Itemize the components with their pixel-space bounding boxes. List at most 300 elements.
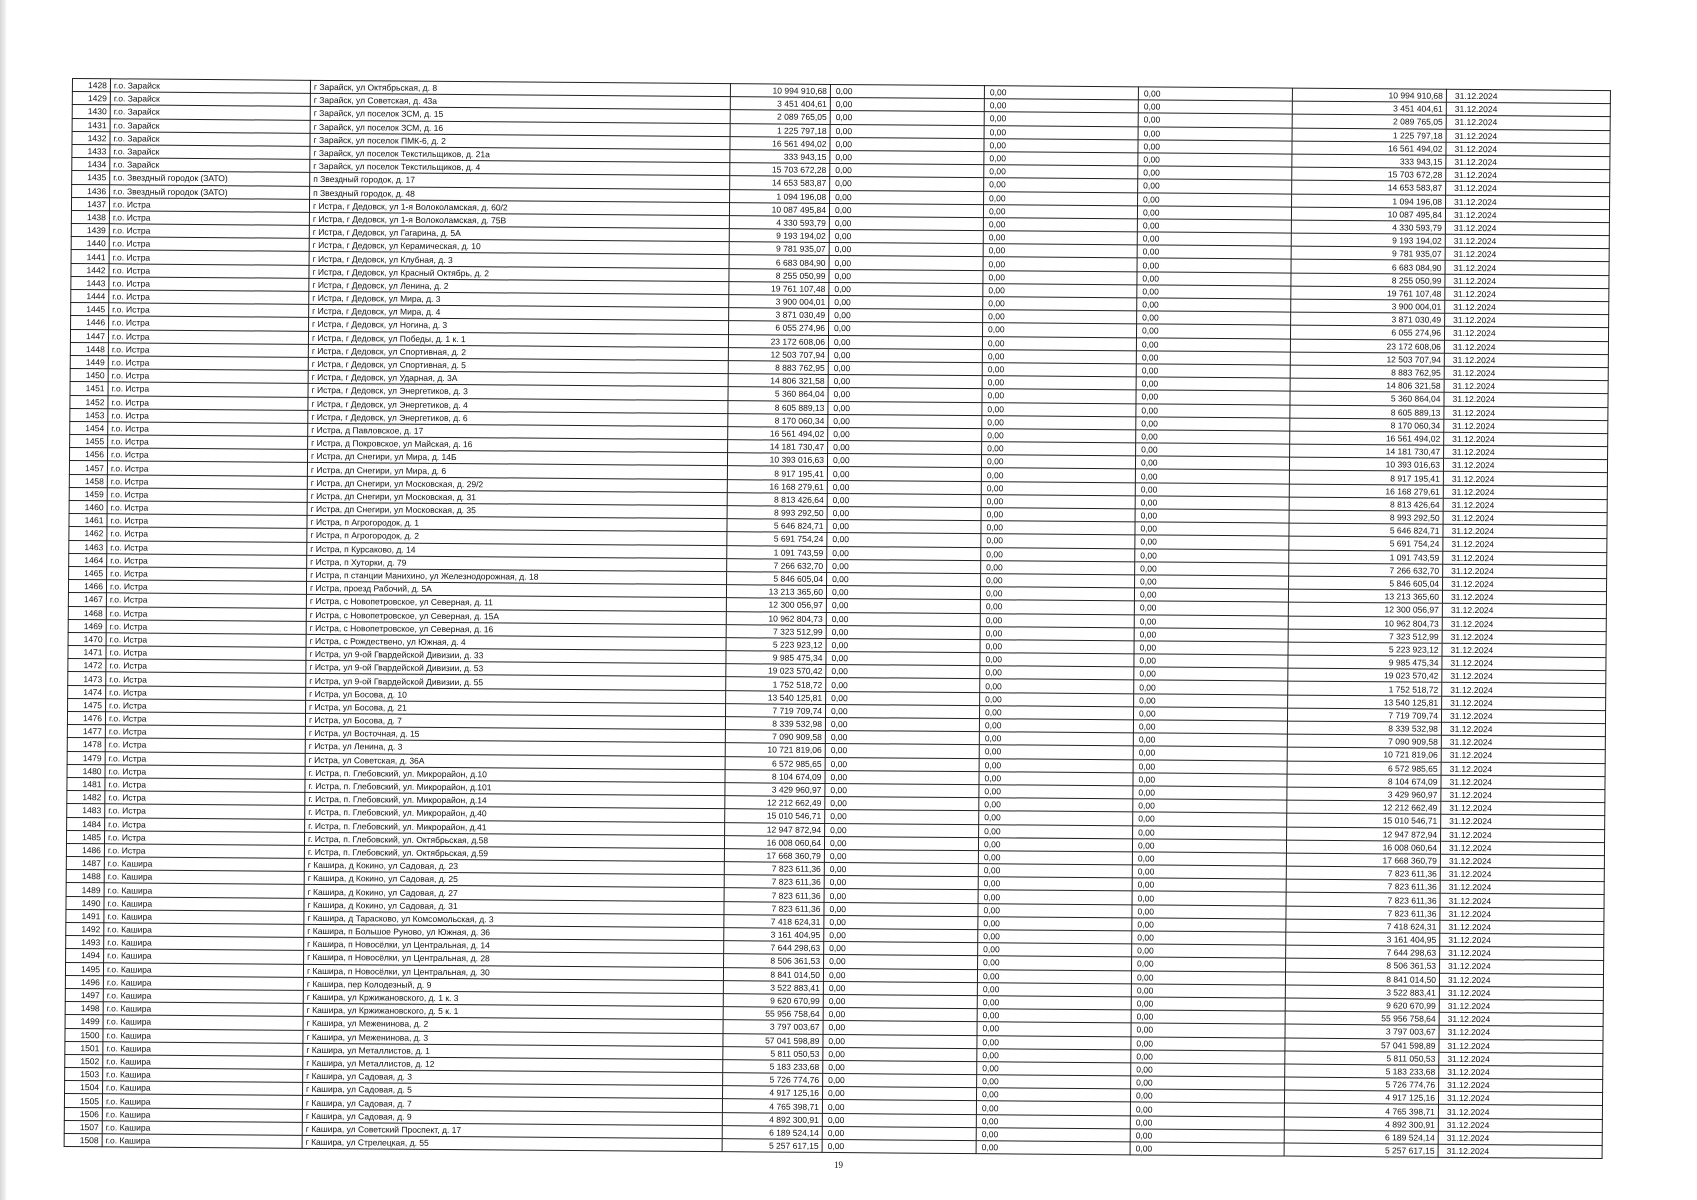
row-number-cell: 1448 bbox=[70, 342, 108, 355]
total-cost-cell: 7 719 709,74 bbox=[726, 703, 826, 717]
funding-source-3-cell: 0,00 bbox=[1133, 720, 1287, 734]
total-sum-cell: 3 900 004,01 bbox=[1291, 299, 1445, 313]
funding-source-3-cell: 0,00 bbox=[1137, 311, 1291, 325]
row-number-cell: 1461 bbox=[69, 514, 107, 527]
municipality-cell: г.о. Кашира bbox=[102, 1107, 302, 1122]
address-cell: г Истра, ул Босова, д. 10 bbox=[306, 687, 726, 703]
total-cost-cell: 3 522 883,41 bbox=[723, 980, 823, 994]
total-cost-cell: 8 170 060,34 bbox=[728, 413, 828, 427]
row-number-cell: 1432 bbox=[72, 131, 110, 144]
address-cell: г Истра, п Курсаково, д. 14 bbox=[307, 542, 727, 558]
funding-source-2-cell: 0,00 bbox=[977, 1022, 1131, 1036]
address-cell: г Истра, п Хуторки, д. 79 bbox=[307, 555, 727, 571]
row-number-cell: 1499 bbox=[65, 1015, 103, 1028]
total-cost-cell: 9 781 935,07 bbox=[729, 242, 829, 256]
municipality-cell: г.о. Кашира bbox=[103, 1002, 303, 1017]
funding-source-2-cell: 0,00 bbox=[983, 270, 1137, 284]
address-cell: г Зарайск, ул Октябрьская, д. 8 bbox=[310, 80, 730, 96]
municipality-cell: г.о. Истра bbox=[106, 685, 306, 700]
address-cell: г Истра, ул 9-ой Гвардейской Дивизии, д. 55 bbox=[306, 674, 726, 690]
completion-date-cell: 31.12.2024 bbox=[1446, 129, 1610, 143]
address-cell: г Зарайск, ул поселок ПМК-6, д. 2 bbox=[310, 133, 730, 149]
total-sum-cell: 7 418 624,31 bbox=[1286, 919, 1440, 933]
row-number-cell: 1457 bbox=[69, 461, 107, 474]
municipality-cell: г.о. Кашира bbox=[103, 1055, 303, 1070]
funding-source-1-cell: 0,00 bbox=[828, 388, 982, 402]
total-cost-cell: 14 653 583,87 bbox=[730, 176, 830, 190]
municipality-cell: г.о. Истра bbox=[106, 619, 306, 634]
total-cost-cell: 7 090 909,58 bbox=[725, 730, 825, 744]
municipality-cell: г.о. Истра bbox=[107, 488, 307, 503]
funding-source-3-cell: 0,00 bbox=[1138, 100, 1292, 114]
row-number-cell: 1472 bbox=[68, 659, 106, 672]
funding-source-1-cell: 0,00 bbox=[823, 1008, 977, 1022]
total-sum-cell: 17 668 360,79 bbox=[1286, 853, 1440, 867]
completion-date-cell: 31.12.2024 bbox=[1446, 155, 1610, 169]
row-number-cell: 1468 bbox=[68, 606, 106, 619]
completion-date-cell: 31.12.2024 bbox=[1445, 313, 1609, 327]
completion-date-cell: 31.12.2024 bbox=[1446, 142, 1610, 156]
total-sum-cell: 12 300 056,97 bbox=[1288, 602, 1442, 616]
funding-source-1-cell: 0,00 bbox=[823, 1047, 977, 1061]
municipality-cell: г.о. Зарайск bbox=[110, 92, 310, 107]
funding-source-2-cell: 0,00 bbox=[982, 429, 1136, 443]
completion-date-cell: 31.12.2024 bbox=[1443, 538, 1607, 552]
funding-source-1-cell: 0,00 bbox=[829, 243, 983, 257]
address-cell: г Кашира, ул Металлистов, д. 1 bbox=[303, 1043, 723, 1059]
address-cell: г Кашира, п Новосёлки, ул Центральная, д. 30 bbox=[303, 964, 723, 980]
row-number-cell: 1453 bbox=[70, 408, 108, 421]
completion-date-cell: 31.12.2024 bbox=[1444, 406, 1608, 420]
address-cell: г Истра, дп Снегири, ул Московская, д. 29/2 bbox=[307, 476, 727, 492]
municipality-cell: г.о. Кашира bbox=[104, 910, 304, 925]
funding-source-3-cell: 0,00 bbox=[1131, 1076, 1285, 1090]
total-sum-cell: 8 883 762,95 bbox=[1290, 365, 1444, 379]
municipality-cell: г.о. Истра bbox=[108, 408, 308, 423]
total-sum-cell: 10 721 819,06 bbox=[1287, 747, 1441, 761]
total-cost-cell: 3 429 960,97 bbox=[725, 783, 825, 797]
funding-source-2-cell: 0,00 bbox=[982, 415, 1136, 429]
address-cell: г Истра, ул Ленина, д. 3 bbox=[305, 740, 725, 756]
total-sum-cell: 16 168 279,61 bbox=[1289, 484, 1443, 498]
funding-source-1-cell: 0,00 bbox=[822, 1100, 976, 1114]
total-sum-cell: 3 161 404,95 bbox=[1286, 932, 1440, 946]
page-number: 19 bbox=[834, 1160, 843, 1170]
municipality-cell: г.о. Кашира bbox=[104, 896, 304, 911]
completion-date-cell: 31.12.2024 bbox=[1440, 920, 1604, 934]
funding-source-3-cell: 0,00 bbox=[1133, 733, 1287, 747]
funding-source-2-cell: 0,00 bbox=[978, 956, 1132, 970]
total-sum-cell: 8 339 532,98 bbox=[1287, 721, 1441, 735]
funding-source-1-cell: 0,00 bbox=[827, 559, 981, 573]
funding-source-3-cell: 0,00 bbox=[1132, 931, 1286, 945]
total-cost-cell: 6 683 084,90 bbox=[729, 255, 829, 269]
completion-date-cell: 31.12.2024 bbox=[1442, 643, 1606, 657]
completion-date-cell: 31.12.2024 bbox=[1446, 89, 1610, 103]
total-sum-cell: 12 212 662,49 bbox=[1287, 800, 1441, 814]
completion-date-cell: 31.12.2024 bbox=[1444, 340, 1608, 354]
completion-date-cell: 31.12.2024 bbox=[1444, 327, 1608, 341]
funding-source-2-cell: 0,00 bbox=[984, 165, 1138, 179]
funding-source-2-cell: 0,00 bbox=[984, 99, 1138, 113]
funding-source-3-cell: 0,00 bbox=[1133, 812, 1287, 826]
funding-source-1-cell: 0,00 bbox=[826, 652, 980, 666]
funding-source-1-cell: 0,00 bbox=[827, 480, 981, 494]
total-cost-cell: 12 300 056,97 bbox=[726, 598, 826, 612]
total-sum-cell: 6 683 084,90 bbox=[1291, 260, 1445, 274]
row-number-cell: 1455 bbox=[70, 435, 108, 448]
funding-source-2-cell: 0,00 bbox=[984, 178, 1138, 192]
row-number-cell: 1482 bbox=[67, 791, 105, 804]
funding-source-2-cell: 0,00 bbox=[976, 1141, 1130, 1155]
address-cell: п Звездный городок, д. 48 bbox=[310, 186, 730, 202]
row-number-cell: 1495 bbox=[65, 962, 103, 975]
completion-date-cell: 31.12.2024 bbox=[1442, 696, 1606, 710]
total-sum-cell: 10 994 910,68 bbox=[1292, 88, 1446, 102]
row-number-cell: 1491 bbox=[66, 909, 104, 922]
completion-date-cell: 31.12.2024 bbox=[1441, 775, 1605, 789]
funding-source-2-cell: 0,00 bbox=[980, 600, 1134, 614]
total-sum-cell: 8 255 050,99 bbox=[1291, 273, 1445, 287]
funding-source-2-cell: 0,00 bbox=[984, 191, 1138, 205]
funding-source-1-cell: 0,00 bbox=[824, 849, 978, 863]
total-cost-cell: 17 668 360,79 bbox=[724, 849, 824, 863]
total-sum-cell: 1 752 518,72 bbox=[1288, 682, 1442, 696]
funding-source-3-cell: 0,00 bbox=[1134, 654, 1288, 668]
row-number-cell: 1486 bbox=[66, 843, 104, 856]
funding-source-3-cell: 0,00 bbox=[1131, 970, 1285, 984]
funding-source-1-cell: 0,00 bbox=[829, 256, 983, 270]
funding-source-3-cell: 0,00 bbox=[1131, 1023, 1285, 1037]
total-cost-cell: 16 168 279,61 bbox=[727, 479, 827, 493]
row-number-cell: 1492 bbox=[66, 922, 104, 935]
funding-source-1-cell: 0,00 bbox=[824, 889, 978, 903]
total-cost-cell: 7 823 611,36 bbox=[724, 862, 824, 876]
funding-source-1-cell: 0,00 bbox=[830, 111, 984, 125]
row-number-cell: 1456 bbox=[69, 448, 107, 461]
scan-edge bbox=[0, 0, 6, 1200]
address-cell: г Кашира, ул Советский Проспект, д. 17 bbox=[302, 1122, 722, 1138]
address-cell: г Зарайск, ул поселок Текстильщиков, д. 21а bbox=[310, 146, 730, 162]
total-cost-cell: 5 811 050,53 bbox=[723, 1046, 823, 1060]
address-cell: г Истра, г Дедовск, ул Красный Октябрь, д. 2 bbox=[309, 265, 729, 281]
row-number-cell: 1443 bbox=[71, 276, 109, 289]
total-cost-cell: 14 181 730,47 bbox=[728, 440, 828, 454]
funding-source-2-cell: 0,00 bbox=[977, 1062, 1131, 1076]
total-sum-cell: 19 023 570,42 bbox=[1288, 668, 1442, 682]
total-cost-cell: 16 561 494,02 bbox=[728, 427, 828, 441]
completion-date-cell: 31.12.2024 bbox=[1445, 234, 1609, 248]
total-cost-cell: 333 943,15 bbox=[730, 150, 830, 164]
total-cost-cell: 9 193 194,02 bbox=[729, 229, 829, 243]
address-cell: г Истра, г Дедовск, ул Мира, д. 3 bbox=[309, 291, 729, 307]
funding-source-1-cell: 0,00 bbox=[824, 915, 978, 929]
row-number-cell: 1508 bbox=[64, 1133, 102, 1146]
completion-date-cell: 31.12.2024 bbox=[1443, 564, 1607, 578]
row-number-cell: 1484 bbox=[67, 817, 105, 830]
municipality-cell: г.о. Истра bbox=[109, 224, 309, 239]
municipality-cell: г.о. Истра bbox=[106, 659, 306, 674]
completion-date-cell: 31.12.2024 bbox=[1440, 946, 1604, 960]
address-cell: г. Истра, п. Глебовский, ул. Микрорайон, д.40 bbox=[305, 806, 725, 822]
row-number-cell: 1487 bbox=[66, 857, 104, 870]
row-number-cell: 1474 bbox=[68, 685, 106, 698]
address-cell: г Истра, г Дедовск, ул Гагарина, д. 5А bbox=[309, 225, 729, 241]
completion-date-cell: 31.12.2024 bbox=[1441, 815, 1605, 829]
row-number-cell: 1480 bbox=[67, 764, 105, 777]
municipality-cell: г.о. Истра bbox=[105, 778, 305, 793]
row-number-cell: 1458 bbox=[69, 474, 107, 487]
row-number-cell: 1498 bbox=[65, 1002, 103, 1015]
funding-source-2-cell: 0,00 bbox=[978, 943, 1132, 957]
address-cell: г Истра, г Дедовск, ул Победы, д. 1 к. 1 bbox=[308, 331, 728, 347]
completion-date-cell: 31.12.2024 bbox=[1445, 208, 1609, 222]
address-cell: г Кашира, п Новосёлки, ул Центральная, д. 14 bbox=[304, 938, 724, 954]
municipality-cell: г.о. Кашира bbox=[103, 1068, 303, 1083]
total-cost-cell: 6 572 985,65 bbox=[725, 756, 825, 770]
completion-date-cell: 31.12.2024 bbox=[1445, 221, 1609, 235]
municipality-cell: г.о. Кашира bbox=[103, 1015, 303, 1030]
total-cost-cell: 5 257 617,15 bbox=[722, 1139, 822, 1153]
funding-source-3-cell: 0,00 bbox=[1136, 417, 1290, 431]
municipality-cell: г.о. Кашира bbox=[104, 949, 304, 964]
funding-source-2-cell: 0,00 bbox=[984, 125, 1138, 139]
funding-source-2-cell: 0,00 bbox=[984, 152, 1138, 166]
total-sum-cell: 8 170 060,34 bbox=[1290, 418, 1444, 432]
funding-source-2-cell: 0,00 bbox=[976, 1101, 1130, 1115]
funding-source-3-cell: 0,00 bbox=[1132, 891, 1286, 905]
funding-source-3-cell: 0,00 bbox=[1135, 562, 1289, 576]
total-cost-cell: 14 806 321,58 bbox=[728, 374, 828, 388]
address-cell: г Истра, дп Снегири, ул Мира, д. 6 bbox=[307, 463, 727, 479]
funding-source-1-cell: 0,00 bbox=[830, 190, 984, 204]
completion-date-cell: 31.12.2024 bbox=[1441, 801, 1605, 815]
funding-source-1-cell: 0,00 bbox=[828, 348, 982, 362]
funding-source-2-cell: 0,00 bbox=[983, 283, 1137, 297]
municipality-cell: г.о. Кашира bbox=[102, 1121, 302, 1136]
row-number-cell: 1475 bbox=[68, 698, 106, 711]
funding-source-2-cell: 0,00 bbox=[983, 244, 1137, 258]
total-cost-cell: 10 962 804,73 bbox=[726, 611, 826, 625]
total-sum-cell: 8 104 674,09 bbox=[1287, 774, 1441, 788]
funding-source-3-cell: 0,00 bbox=[1138, 192, 1292, 206]
municipality-cell: г.о. Истра bbox=[106, 606, 306, 621]
address-cell: г Истра, ул 9-ой Гвардейской Дивизии, д. 33 bbox=[306, 647, 726, 663]
municipality-cell: г.о. Зарайск bbox=[110, 79, 310, 94]
municipality-cell: г.о. Кашира bbox=[103, 989, 303, 1004]
total-cost-cell: 10 994 910,68 bbox=[730, 84, 830, 98]
address-cell: г Кашира, п Большое Руново, ул Южная, д. 36 bbox=[304, 924, 724, 940]
total-sum-cell: 7 823 611,36 bbox=[1286, 879, 1440, 893]
funding-source-2-cell: 0,00 bbox=[976, 1088, 1130, 1102]
completion-date-cell: 31.12.2024 bbox=[1445, 274, 1609, 288]
total-cost-cell: 8 993 292,50 bbox=[727, 506, 827, 520]
funding-source-1-cell: 0,00 bbox=[830, 84, 984, 98]
completion-date-cell: 31.12.2024 bbox=[1441, 788, 1605, 802]
funding-source-1-cell: 0,00 bbox=[827, 493, 981, 507]
address-cell: г Кашира, ул Садовая, д. 7 bbox=[302, 1096, 722, 1112]
total-sum-cell: 8 605 889,13 bbox=[1290, 405, 1444, 419]
funding-source-1-cell: 0,00 bbox=[828, 401, 982, 415]
municipality-cell: г.о. Кашира bbox=[104, 923, 304, 938]
funding-source-2-cell: 0,00 bbox=[978, 890, 1132, 904]
total-sum-cell: 9 781 935,07 bbox=[1291, 246, 1445, 260]
funding-source-3-cell: 0,00 bbox=[1134, 628, 1288, 642]
address-cell: г Истра, дп Снегири, ул Мира, д. 14Б bbox=[307, 450, 727, 466]
municipality-cell: г.о. Истра bbox=[105, 791, 305, 806]
funding-source-1-cell: 0,00 bbox=[829, 216, 983, 230]
funding-source-3-cell: 0,00 bbox=[1132, 944, 1286, 958]
row-number-cell: 1439 bbox=[71, 224, 109, 237]
address-cell: г Кашира, п Новосёлки, ул Центральная, д. 28 bbox=[304, 951, 724, 967]
municipality-cell: г.о. Истра bbox=[106, 633, 306, 648]
row-number-cell: 1478 bbox=[67, 738, 105, 751]
completion-date-cell: 31.12.2024 bbox=[1439, 1039, 1603, 1053]
row-number-cell: 1505 bbox=[64, 1094, 102, 1107]
completion-date-cell: 31.12.2024 bbox=[1444, 353, 1608, 367]
funding-source-1-cell: 0,00 bbox=[828, 361, 982, 375]
address-cell: г Истра, п Агрогородок, д. 1 bbox=[307, 516, 727, 532]
completion-date-cell: 31.12.2024 bbox=[1444, 366, 1608, 380]
total-cost-cell: 8 255 050,99 bbox=[729, 268, 829, 282]
funding-source-2-cell: 0,00 bbox=[982, 336, 1136, 350]
address-cell: г Истра, д Покровское, ул Майская, д. 16 bbox=[308, 436, 728, 452]
total-cost-cell: 57 041 598,89 bbox=[723, 1033, 823, 1047]
completion-date-cell: 31.12.2024 bbox=[1446, 116, 1610, 130]
total-sum-cell: 7 323 512,99 bbox=[1288, 629, 1442, 643]
address-cell: г Истра, дп Снегири, ул Московская, д. 31 bbox=[307, 489, 727, 505]
funding-source-1-cell: 0,00 bbox=[822, 1126, 976, 1140]
funding-source-3-cell: 0,00 bbox=[1136, 430, 1290, 444]
total-sum-cell: 12 947 872,94 bbox=[1287, 827, 1441, 841]
completion-date-cell: 31.12.2024 bbox=[1443, 577, 1607, 591]
row-number-cell: 1477 bbox=[67, 725, 105, 738]
total-cost-cell: 7 644 298,63 bbox=[724, 941, 824, 955]
completion-date-cell: 31.12.2024 bbox=[1439, 973, 1603, 987]
address-cell: г Зарайск, ул Советская, д. 43а bbox=[310, 94, 730, 110]
total-cost-cell: 23 172 608,06 bbox=[728, 334, 828, 348]
total-sum-cell: 4 330 593,79 bbox=[1291, 220, 1445, 234]
municipality-cell: г.о. Зарайск bbox=[110, 145, 310, 160]
municipality-cell: г.о. Истра bbox=[106, 672, 306, 687]
municipality-cell: г.о. Истра bbox=[109, 237, 309, 252]
funding-source-2-cell: 0,00 bbox=[981, 560, 1135, 574]
total-sum-cell: 5 691 754,24 bbox=[1289, 536, 1443, 550]
address-cell: г Истра, дп Снегири, ул Московская, д. 35 bbox=[307, 502, 727, 518]
row-number-cell: 1428 bbox=[72, 79, 110, 92]
total-cost-cell: 5 183 233,68 bbox=[723, 1060, 823, 1074]
municipality-cell: г.о. Истра bbox=[109, 303, 309, 318]
total-sum-cell: 13 213 365,60 bbox=[1288, 589, 1442, 603]
row-number-cell: 1488 bbox=[66, 870, 104, 883]
row-number-cell: 1469 bbox=[68, 619, 106, 632]
funding-source-2-cell: 0,00 bbox=[977, 1035, 1131, 1049]
municipality-cell: г.о. Истра bbox=[108, 395, 308, 410]
funding-source-3-cell: 0,00 bbox=[1130, 1089, 1284, 1103]
completion-date-cell: 31.12.2024 bbox=[1444, 379, 1608, 393]
funding-source-2-cell: 0,00 bbox=[982, 389, 1136, 403]
total-cost-cell: 8 917 195,41 bbox=[727, 466, 827, 480]
address-cell: г Истра, с Новопетровское, ул Северная, д. 11 bbox=[306, 595, 726, 611]
total-cost-cell: 12 947 872,94 bbox=[725, 822, 825, 836]
funding-source-2-cell: 0,00 bbox=[983, 297, 1137, 311]
municipality-cell: г.о. Истра bbox=[107, 527, 307, 542]
funding-source-2-cell: 0,00 bbox=[979, 719, 1133, 733]
total-cost-cell: 7 823 611,36 bbox=[724, 875, 824, 889]
funding-source-2-cell: 0,00 bbox=[983, 204, 1137, 218]
total-sum-cell: 5 223 923,12 bbox=[1288, 642, 1442, 656]
funding-source-2-cell: 0,00 bbox=[979, 811, 1133, 825]
funding-source-2-cell: 0,00 bbox=[982, 376, 1136, 390]
municipality-cell: г.о. Истра bbox=[107, 501, 307, 516]
address-cell: г Истра, г Дедовск, ул Энергетиков, д. 6 bbox=[308, 410, 728, 426]
total-cost-cell: 8 883 762,95 bbox=[728, 361, 828, 375]
funding-source-3-cell: 0,00 bbox=[1136, 390, 1290, 404]
total-cost-cell: 13 213 365,60 bbox=[726, 585, 826, 599]
address-cell: г Истра, г Дедовск, ул Керамическая, д. 10 bbox=[309, 239, 729, 255]
table-body bbox=[64, 79, 1610, 1159]
municipality-cell: г.о. Истра bbox=[106, 699, 306, 714]
municipality-cell: г.о. Истра bbox=[109, 277, 309, 292]
completion-date-cell: 31.12.2024 bbox=[1439, 986, 1603, 1000]
address-cell: г Кашира, д Кокино, ул Садовая, д. 23 bbox=[304, 858, 724, 874]
total-sum-cell: 10 393 016,63 bbox=[1289, 457, 1443, 471]
address-cell: г Истра, с Новопетровское, ул Северная, д. 16 bbox=[306, 621, 726, 637]
row-number-cell: 1504 bbox=[65, 1081, 103, 1094]
funding-source-3-cell: 0,00 bbox=[1138, 153, 1292, 167]
funding-source-3-cell: 0,00 bbox=[1131, 1010, 1285, 1024]
total-cost-cell: 9 620 670,99 bbox=[723, 994, 823, 1008]
completion-date-cell: 31.12.2024 bbox=[1443, 511, 1607, 525]
funding-source-3-cell: 0,00 bbox=[1134, 588, 1288, 602]
funding-source-1-cell: 0,00 bbox=[825, 797, 979, 811]
municipality-cell: г.о. Истра bbox=[105, 804, 305, 819]
funding-source-2-cell: 0,00 bbox=[982, 442, 1136, 456]
completion-date-cell: 31.12.2024 bbox=[1442, 630, 1606, 644]
funding-source-3-cell: 0,00 bbox=[1138, 140, 1292, 154]
completion-date-cell: 31.12.2024 bbox=[1439, 1052, 1603, 1066]
funding-source-1-cell: 0,00 bbox=[828, 427, 982, 441]
funding-source-3-cell: 0,00 bbox=[1133, 799, 1287, 813]
municipality-cell: г.о. Истра bbox=[107, 474, 307, 489]
address-cell: г. Истра, п. Глебовский, ул. Микрорайон, д.10 bbox=[305, 766, 725, 782]
completion-date-cell: 31.12.2024 bbox=[1441, 762, 1605, 776]
completion-date-cell: 31.12.2024 bbox=[1438, 1092, 1602, 1106]
funding-source-2-cell: 0,00 bbox=[981, 574, 1135, 588]
funding-source-1-cell: 0,00 bbox=[823, 1021, 977, 1035]
funding-source-2-cell: 0,00 bbox=[977, 1009, 1131, 1023]
address-cell: г Истра, г Дедовск, ул 1-я Волоколамская, д. 60/2 bbox=[309, 199, 729, 215]
completion-date-cell: 31.12.2024 bbox=[1438, 1131, 1602, 1145]
municipality-cell: г.о. Истра bbox=[105, 817, 305, 832]
total-cost-cell: 7 418 624,31 bbox=[724, 914, 824, 928]
funding-source-3-cell: 0,00 bbox=[1138, 87, 1292, 101]
row-number-cell: 1497 bbox=[65, 988, 103, 1001]
funding-source-1-cell: 0,00 bbox=[827, 454, 981, 468]
total-sum-cell: 5 811 050,53 bbox=[1285, 1051, 1439, 1065]
funding-source-2-cell: 0,00 bbox=[977, 969, 1131, 983]
funding-source-3-cell: 0,00 bbox=[1137, 285, 1291, 299]
total-sum-cell: 19 761 107,48 bbox=[1291, 286, 1445, 300]
address-cell: г Истра, г Дедовск, ул Мира, д. 4 bbox=[309, 305, 729, 321]
municipality-cell: г.о. Истра bbox=[106, 580, 306, 595]
address-cell: г Истра, ул Босова, д. 21 bbox=[306, 700, 726, 716]
municipality-cell: г.о. Кашира bbox=[103, 1028, 303, 1043]
total-sum-cell: 7 823 611,36 bbox=[1286, 892, 1440, 906]
funding-source-2-cell: 0,00 bbox=[981, 547, 1135, 561]
address-cell: г Истра, г Дедовск, ул Спортивная, д. 2 bbox=[308, 344, 728, 360]
funding-source-3-cell: 0,00 bbox=[1133, 825, 1287, 839]
